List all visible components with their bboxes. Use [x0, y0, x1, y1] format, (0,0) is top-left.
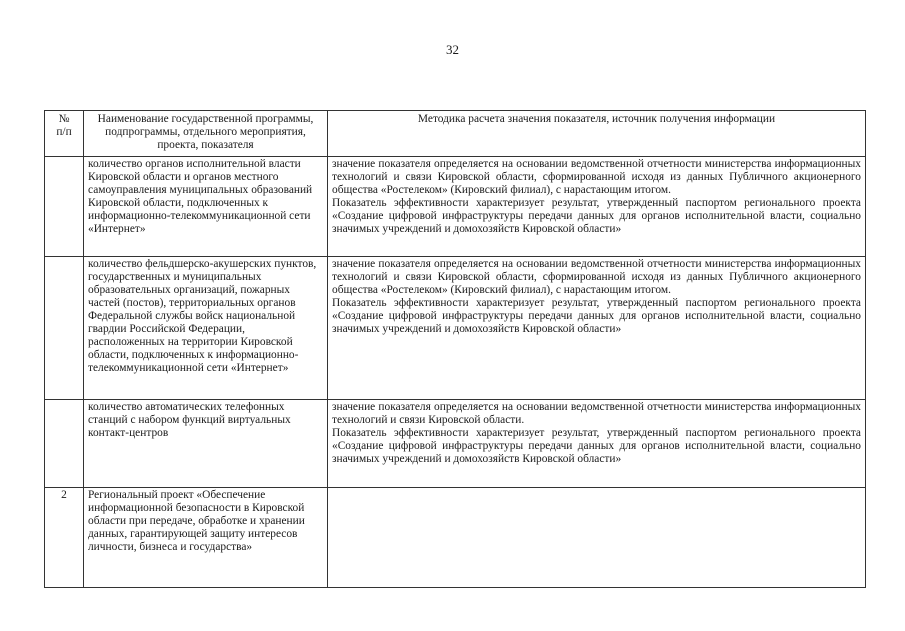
- table-row: [45, 400, 866, 488]
- row-num: [45, 400, 84, 488]
- method-paragraph: Показатель эффективности характеризует результат, утвержденный паспортом регионального проекта «Создание цифровой инфраструктуры передачи данных для органов исполнительной власти, социально значимых учреждений и домохозяйств Кировской области»: [332, 297, 861, 335]
- row-num: [45, 157, 84, 257]
- row-method: [328, 157, 866, 257]
- row-num: 2: [45, 488, 84, 588]
- row-method: [328, 400, 866, 488]
- method-paragraph: значение показателя определяется на основании ведомственной отчетности министерства информационных технологий и связи Кировской области.: [332, 401, 861, 426]
- table-row: [45, 157, 866, 257]
- page-number: 32: [446, 42, 459, 57]
- method-paragraph: значение показателя определяется на основании ведомственной отчетности министерства информационных технологий и связи Кировской области, сформированной исходя из данных Публичного акционерного общества «Ростелеком» (Кировский филиал), с нарастающим итогом.: [332, 158, 861, 196]
- table-row: [45, 488, 866, 588]
- row-method: [328, 488, 866, 588]
- method-paragraph: Показатель эффективности характеризует результат, утвержденный паспортом регионального проекта «Создание цифровой инфраструктуры передачи данных для органов исполнительной власти, социально значимых учреждений и домохозяйств Кировской области»: [332, 197, 861, 235]
- row-num: [45, 257, 84, 400]
- table-header-row: [45, 111, 866, 157]
- row-name: количество органов исполнительной власти Кировской области и органов местного самоуправления муниципальных образований Кировской области, подключенных к информационно-телекоммуникационной сети «Интернет»: [84, 157, 328, 257]
- row-name: Региональный проект «Обеспечение информационной безопасности в Кировской области при передаче, обработке и хранении данных, гарантирующей защиту интересов личности, бизнеса и государства»: [84, 488, 328, 588]
- row-name: количество фельдшерско-акушерских пунктов, государственных и муниципальных образовательных организаций, пожарных частей (постов), территориальных органов Федеральной службы войск национальной гвардии Российской Федерации, расположенных на территории Кировской области, подключенных к информационно-телекоммуникационной сети «Интернет»: [84, 257, 328, 400]
- row-name: количество автоматических телефонных станций с набором функций виртуальных контакт-центров: [84, 400, 328, 488]
- row-method: [328, 257, 866, 400]
- method-paragraph: Показатель эффективности характеризует результат, утвержденный паспортом регионального проекта «Создание цифровой инфраструктуры передачи данных для органов исполнительной власти, социально значимых учреждений и домохозяйств Кировской области»: [332, 427, 861, 465]
- indicator-table: [44, 110, 866, 588]
- header-num: № п/п: [45, 111, 84, 157]
- method-paragraph: значение показателя определяется на основании ведомственной отчетности министерства информационных технологий и связи Кировской области, сформированной исходя из данных Публичного акционерного общества «Ростелеком» (Кировский филиал), с нарастающим итогом.: [332, 258, 861, 296]
- header-method: Методика расчета значения показателя, источник получения информации: [328, 111, 866, 157]
- header-name: Наименование государственной программы, подпрограммы, отдельного мероприятия, проекта, показателя: [84, 111, 328, 157]
- table-row: [45, 257, 866, 400]
